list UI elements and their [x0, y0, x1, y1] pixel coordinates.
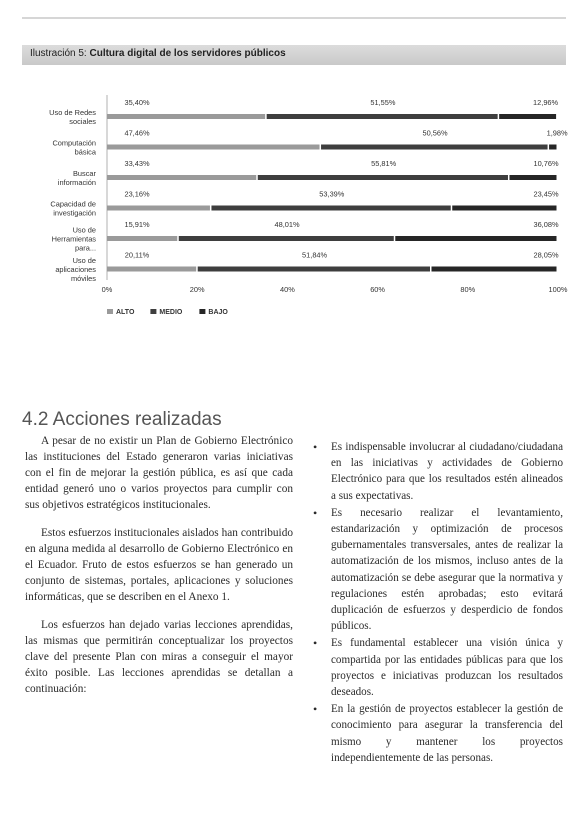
category-label: Capacidad de [50, 199, 96, 209]
bar-segment-bajo [395, 236, 556, 241]
legend-swatch-alto [107, 309, 113, 314]
bar-segment-medio [321, 145, 548, 150]
list-item-text: En la gestión de proyectos establecer la gestión de conocimiento para asegurar la transferencia del mismo y mantener los proyectos independientemente de las personas. [331, 703, 563, 764]
top-rule [22, 17, 566, 19]
bar-segment-alto [107, 267, 196, 272]
bar-segment-medio [258, 175, 508, 180]
data-label: 36,08% [533, 220, 559, 229]
legend-label: MEDIO [159, 309, 183, 316]
bar-segment-medio [179, 236, 394, 241]
data-label: 48,01% [274, 220, 300, 229]
paragraph: A pesar de no existir un Plan de Gobierno Electrónico las instituciones del Estado generaron varias iniciativas con el fin de mejorar la gestión pública, es así que cada entidad generó uno o varios proyectos para cumplir con sus objetivos estratégicos institucionales. [25, 435, 293, 511]
bullet-icon: • [313, 636, 318, 651]
list-item [311, 439, 563, 504]
data-label: 47,46% [124, 128, 150, 138]
category-label: móviles [70, 274, 96, 283]
legend-label: BAJO [208, 309, 228, 316]
legend-swatch-medio [150, 309, 156, 314]
data-label: 51,55% [370, 98, 396, 107]
category-label: Uso de [72, 225, 96, 235]
paragraph: Los esfuerzos han dejado varias lecciones aprendidas, las mismas que permitirán conceptualizar los proyectos clave del presente Plan con miras a conseguir el mayor éxito posible. Las lecciones aprendidas se detallan a continuación: [25, 619, 293, 695]
bar-segment-bajo [499, 114, 556, 119]
data-label: 15,91% [124, 220, 150, 229]
data-label: 55,81% [371, 159, 397, 168]
data-label: 28,05% [533, 250, 559, 260]
figure-caption-title: Cultura digital de los servidores públicos [89, 48, 286, 59]
legend-label: ALTO [116, 309, 135, 316]
legend-swatch-bajo [199, 309, 205, 314]
x-tick-label: 80% [460, 285, 476, 294]
bullet-icon: • [313, 505, 318, 520]
category-label: Computación [52, 138, 96, 148]
left-column [25, 433, 293, 709]
category-label: para... [75, 243, 96, 253]
lessons-list [311, 439, 563, 767]
bar-segment-bajo [549, 145, 556, 150]
bar-segment-medio [211, 206, 450, 211]
list-item-text: Es fundamental establecer una visión única y compartida por las entidades públicas para que los proyectos e iniciativas produzcan los resultados deseados. [331, 637, 563, 699]
data-label: 51,84% [302, 250, 328, 260]
list-item [311, 701, 563, 766]
bullet-icon: • [313, 702, 318, 717]
stacked-bar-chart [0, 70, 588, 350]
x-tick-label: 60% [370, 285, 385, 294]
category-label: investigación [53, 208, 96, 218]
bar-segment-alto [107, 114, 265, 119]
section-title: 4.2 Acciones realizadas [22, 409, 222, 430]
bar-segment-alto [107, 236, 177, 241]
bar-segment-bajo [431, 267, 556, 272]
bar-segment-bajo [509, 175, 556, 180]
category-label: Uso de Redes [49, 108, 96, 117]
list-item-text: Es indispensable involucrar al ciudadano/ciudadana en las iniciativas y actividades de Gobierno Electrónico para que los resultados estén alineados a sus expectativas. [331, 441, 563, 502]
x-tick-label: 20% [189, 285, 205, 294]
figure-caption-prefix: Ilustración 5: [30, 48, 87, 59]
bar-segment-medio [267, 114, 498, 119]
data-label: 50,56% [422, 128, 448, 138]
category-label: Uso de [72, 256, 96, 265]
bar-segment-bajo [452, 206, 556, 211]
category-label: información [57, 178, 96, 187]
data-label: 12,96% [533, 98, 559, 107]
data-label: 23,16% [124, 189, 150, 199]
category-label: Herramientas [51, 234, 96, 244]
data-label: 1,98% [546, 128, 568, 138]
data-label: 33,43% [124, 159, 150, 168]
list-item-text: Es necesario realizar el levantamiento, estandarización y optimización de procesos gubernamentales transversales, antes de realizar la automatización de los mismos, incluso antes de la automatización se debe asegurar que la normativa y regulaciones estén aprobadas; esto evitará duplicación de esfuerzos y desperdicio de fondos públicos. [331, 506, 563, 633]
list-item [311, 505, 563, 635]
data-label: 20,11% [124, 250, 150, 260]
bullet-icon: • [313, 440, 318, 454]
bar-segment-medio [198, 267, 430, 272]
data-label: 23,45% [533, 189, 559, 199]
category-label: sociales [69, 117, 96, 126]
figure-caption [30, 48, 286, 59]
bar-segment-alto [107, 175, 256, 180]
data-label: 53,39% [319, 189, 345, 199]
data-label: 10,76% [533, 159, 559, 168]
x-tick-label: 100% [548, 285, 568, 294]
x-tick-label: 0% [101, 285, 113, 294]
category-label: Buscar [72, 169, 96, 178]
list-item [311, 635, 563, 700]
category-label: básica [74, 147, 96, 157]
x-tick-label: 40% [280, 285, 295, 294]
category-label: aplicaciones [55, 265, 96, 274]
bar-segment-alto [107, 206, 210, 211]
paragraph: Estos esfuerzos institucionales aislados han contribuido en alguna medida al desarrollo de Gobierno Electrónico en el Ecuador. Fruto de estos esfuerzos se han generado un conjunto de sistemas, portales, aplicaciones y soluciones informáticas, que se describen en el Anexo 1. [25, 527, 293, 603]
bar-segment-alto [107, 145, 320, 150]
data-label: 35,40% [124, 98, 150, 107]
